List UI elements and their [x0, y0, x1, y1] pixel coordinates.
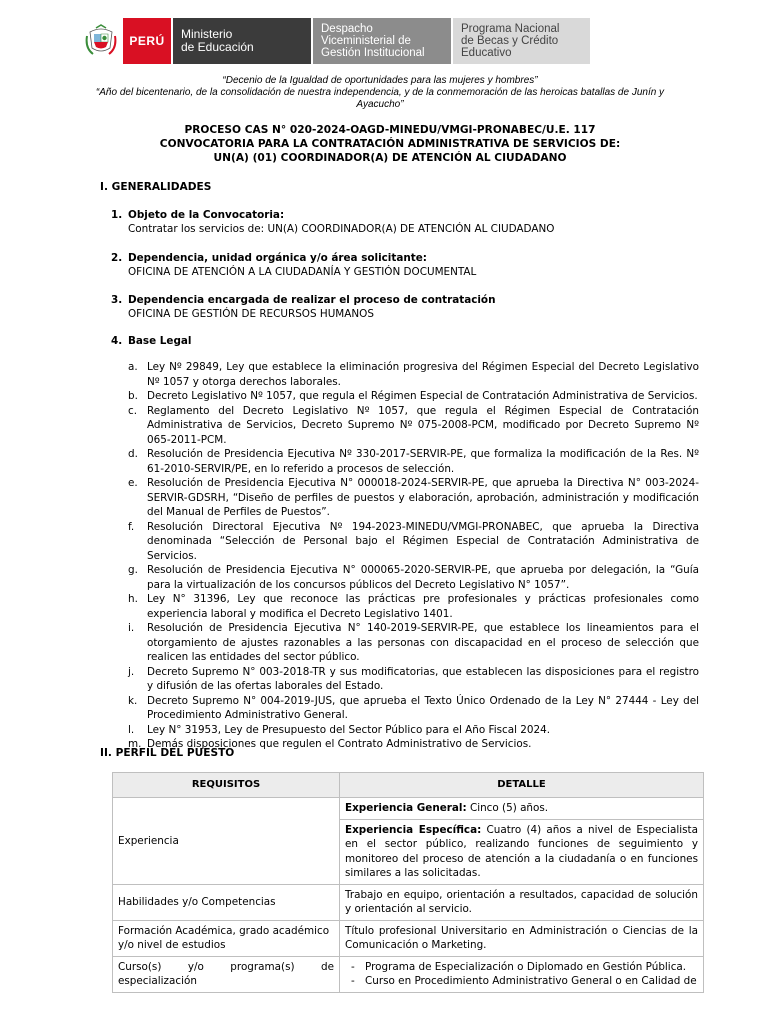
- legal-letter: c.: [128, 404, 138, 417]
- legal-item: [128, 694, 699, 723]
- position-title: UN(A) (01) COORDINADOR(A) DE ATENCIÓN AL CIUDADANO: [213, 152, 567, 164]
- ministerio-label: [173, 18, 311, 64]
- item-title-base-legal: Base Legal: [128, 335, 192, 347]
- exp-general-label: Experiencia General:: [345, 802, 467, 814]
- legal-item: [128, 360, 699, 389]
- legal-text: Resolución de Presidencia Ejecutiva Nº 330-2017-SERVIR-PE, que formaliza la modificación de la Res. Nº 61-2010-SERVIR/PE, en lo referido a procesos de selección.: [147, 448, 699, 475]
- column-header-detalle: DETALLE: [340, 773, 704, 798]
- legal-text: Resolución Directoral Ejecutiva Nº 194-2023-MINEDU/VMGI-PRONABEC, que aprueba la Directiva denominada “Selección de Personal bajo el Régimen Especial de Contratación Administrativa de Servicios.: [147, 520, 699, 562]
- decenio-quote: “Decenio de la Igualdad de oportunidades para las mujeres y hombres”: [222, 75, 538, 86]
- year-quote-end: Ayacucho”: [356, 99, 404, 110]
- legal-letter: h.: [128, 593, 138, 605]
- legal-item: [128, 520, 699, 564]
- year-quote: “Año del bicentenario, de la consolidación de nuestra independencia, y de la conmemoración de las heroicas batallas de Junín y: [95, 87, 665, 98]
- exp-general-text: Cinco (5) años.: [466, 802, 549, 814]
- legal-text: Resolución de Presidencia Ejecutiva N° 000065-2020-SERVIR-PE, que aprueba por delegación, la “Guía para la virtualización de los concursos públicos del Decreto Legislativo N° 1057”.: [147, 564, 699, 591]
- req-habilidades: Habilidades y/o Competencias: [113, 884, 340, 920]
- process-title: PROCESO CAS N° 020-2024-OAGD-MINEDU/VMGI-PRONABEC/U.E. 117: [184, 124, 596, 136]
- item-text-dependencia: OFICINA DE ATENCIÓN A LA CIUDADANÍA Y GESTIÓN DOCUMENTAL: [128, 266, 477, 278]
- legal-item: [128, 389, 699, 404]
- legal-text: Ley N° 31953, Ley de Presupuesto del Sector Público para el Año Fiscal 2024.: [147, 723, 551, 736]
- item-number: 3.: [111, 294, 123, 306]
- column-header-requisitos: REQUISITOS: [113, 773, 340, 798]
- item-number: 2.: [111, 252, 123, 264]
- legal-letter: a.: [128, 361, 138, 373]
- table-row: [113, 920, 704, 956]
- despacho-line: Gestión Institucional: [321, 47, 425, 59]
- item-title-dependencia: Dependencia, unidad orgánica y/o área solicitante:: [128, 252, 427, 264]
- item-text-objeto: Contratar los servicios de: UN(A) COORDINADOR(A) DE ATENCIÓN AL CIUDADANO: [128, 223, 555, 235]
- legal-item: [128, 563, 699, 592]
- ministerio-line: Ministerio: [181, 27, 233, 41]
- legal-item: [128, 404, 699, 448]
- legal-text: Ley Nº 29849, Ley que establece la eliminación progresiva del Régimen Especial del Decreto Legislativo Nº 1057 y otorga derechos laborales.: [147, 361, 699, 388]
- detail-formacion: Título profesional Universitario en Administración o Ciencias de la Comunicación o Marketing.: [340, 920, 704, 956]
- programa-line: de Becas y Crédito: [461, 35, 559, 47]
- item-number: 1.: [111, 209, 123, 221]
- legal-letter: f.: [128, 520, 135, 533]
- exp-especifica-label: Experiencia Específica:: [345, 823, 482, 836]
- course-text: Programa de Especialización o Diplomado en Gestión Pública.: [365, 960, 687, 973]
- legal-letter: g.: [128, 564, 138, 576]
- cursos-label-line: Curso(s) y/o programa(s) de: [118, 960, 334, 973]
- legal-letter: b.: [128, 390, 138, 402]
- item-text-encargada: OFICINA DE GESTIÓN DE RECURSOS HUMANOS: [128, 308, 374, 320]
- programa-line: Programa Nacional: [461, 23, 560, 35]
- perfil-table: [112, 772, 704, 993]
- legal-item: [128, 592, 699, 621]
- course-item: - Programa de Especialización o Diplomado en Gestión Pública.: [351, 960, 687, 973]
- legal-letter: m.: [128, 738, 142, 750]
- legal-text: Decreto Supremo N° 004-2019-JUS, que aprueba el Texto Único Ordenado de la Ley N° 27444 - Ley del Procedimiento Administrativo General.: [147, 694, 699, 721]
- convocatoria-title: CONVOCATORIA PARA LA CONTRATACIÓN ADMINISTRATIVA DE SERVICIOS DE:: [159, 138, 621, 150]
- pronabec-label: [453, 18, 590, 64]
- legal-text: Resolución de Presidencia Ejecutiva N° 000018-2024-SERVIR-PE, que aprueba la Directiva N° 003-2024-SERVIR-GDSRH, “Diseño de perfiles de puestos y elaboración, aprobación, administración y modificación del Manual de Perfiles de Puestos”.: [147, 477, 699, 518]
- legal-letter: j.: [128, 665, 135, 678]
- section-heading-generalidades: I. GENERALIDADES: [100, 181, 212, 193]
- req-formacion: Formación Académica, grado académico y/o nivel de estudios: [113, 920, 340, 956]
- legal-letter: i.: [128, 622, 135, 634]
- legal-item: [128, 723, 699, 738]
- legal-text: Decreto Legislativo Nº 1057, que regula el Régimen Especial de Contratación Administrativa de Servicios.: [147, 390, 698, 402]
- exp-especifica-text: Cuatro (4) años a nivel de Especialista en el sector público, realizando funciones de seguimiento y monitoreo del proceso de atención a la ciudadanía o en funciones similares a las solicitadas.: [345, 823, 698, 879]
- base-legal-list: [128, 360, 699, 752]
- legal-letter: d.: [128, 448, 138, 460]
- req-cursos: [113, 956, 340, 992]
- req-experiencia: Experiencia: [113, 798, 340, 885]
- crest-logo: [79, 18, 123, 64]
- despacho-line: Despacho: [321, 23, 373, 35]
- institution-header: [79, 18, 590, 64]
- legal-letter: e.: [128, 477, 138, 489]
- table-row: [113, 884, 704, 920]
- course-text: Curso en Procedimiento Administrativo General o en Calidad de: [365, 975, 697, 987]
- legal-item: [128, 621, 699, 665]
- legal-text: Demás disposiciones que regulen el Contrato Administrativo de Servicios.: [147, 738, 532, 750]
- legal-letter: l.: [128, 723, 135, 736]
- legal-item: [128, 447, 699, 476]
- legal-item: [128, 665, 699, 694]
- legal-text: Reglamento del Decreto Legislativo Nº 1057, que regula el Régimen Especial de Contratación Administrativa de Servicios, Decreto Supremo Nº 075-2008-PCM, modificado por Decreto Supremo Nº 065-2011-PCM.: [147, 404, 699, 446]
- detail-exp-especifica: [340, 819, 704, 884]
- peru-coat-of-arms-icon: [85, 24, 117, 58]
- item-number: 4.: [111, 335, 123, 347]
- ministerio-line: de Educación: [181, 40, 254, 54]
- table-header-row: [113, 773, 704, 798]
- legal-item: [128, 476, 699, 520]
- cursos-label-line: especialización: [118, 975, 197, 987]
- programa-line: Educativo: [461, 47, 512, 59]
- legal-text: Ley N° 31396, Ley que reconoce las prácticas pre profesionales y prácticas profesionales como experiencia laboral y modifica el Decreto Legislativo 1401.: [147, 593, 699, 620]
- despacho-label: [313, 18, 451, 64]
- table-row: [113, 956, 704, 992]
- detail-habilidades: Trabajo en equipo, orientación a resultados, capacidad de solución y orientación al servicio.: [340, 884, 704, 920]
- detail-exp-general: [340, 798, 704, 820]
- course-item: - Curso en Procedimiento Administrativo General o en Calidad de: [351, 975, 697, 987]
- legal-text: Decreto Supremo N° 003-2018-TR y sus modificatorias, que establecen las disposiciones para el registro y difusión de las ofertas laborales del Estado.: [147, 665, 699, 692]
- section-heading-perfil: II. PERFIL DEL PUESTO: [100, 747, 235, 759]
- table-row: [113, 798, 704, 820]
- despacho-line: Viceministerial de: [321, 35, 411, 47]
- legal-text: Resolución de Presidencia Ejecutiva N° 140-2019-SERVIR-PE, que establece los lineamientos para el otorgamiento de ajustes razonables a las personas con discapacidad en el proceso de selección que realicen las entidades del sector público.: [147, 622, 699, 663]
- detail-cursos: [340, 956, 704, 992]
- peru-brand: PERÚ: [123, 18, 171, 64]
- legal-letter: k.: [128, 694, 138, 707]
- item-title-objeto: Objeto de la Convocatoria:: [128, 209, 285, 221]
- item-title-encargada: Dependencia encargada de realizar el proceso de contratación: [128, 294, 496, 306]
